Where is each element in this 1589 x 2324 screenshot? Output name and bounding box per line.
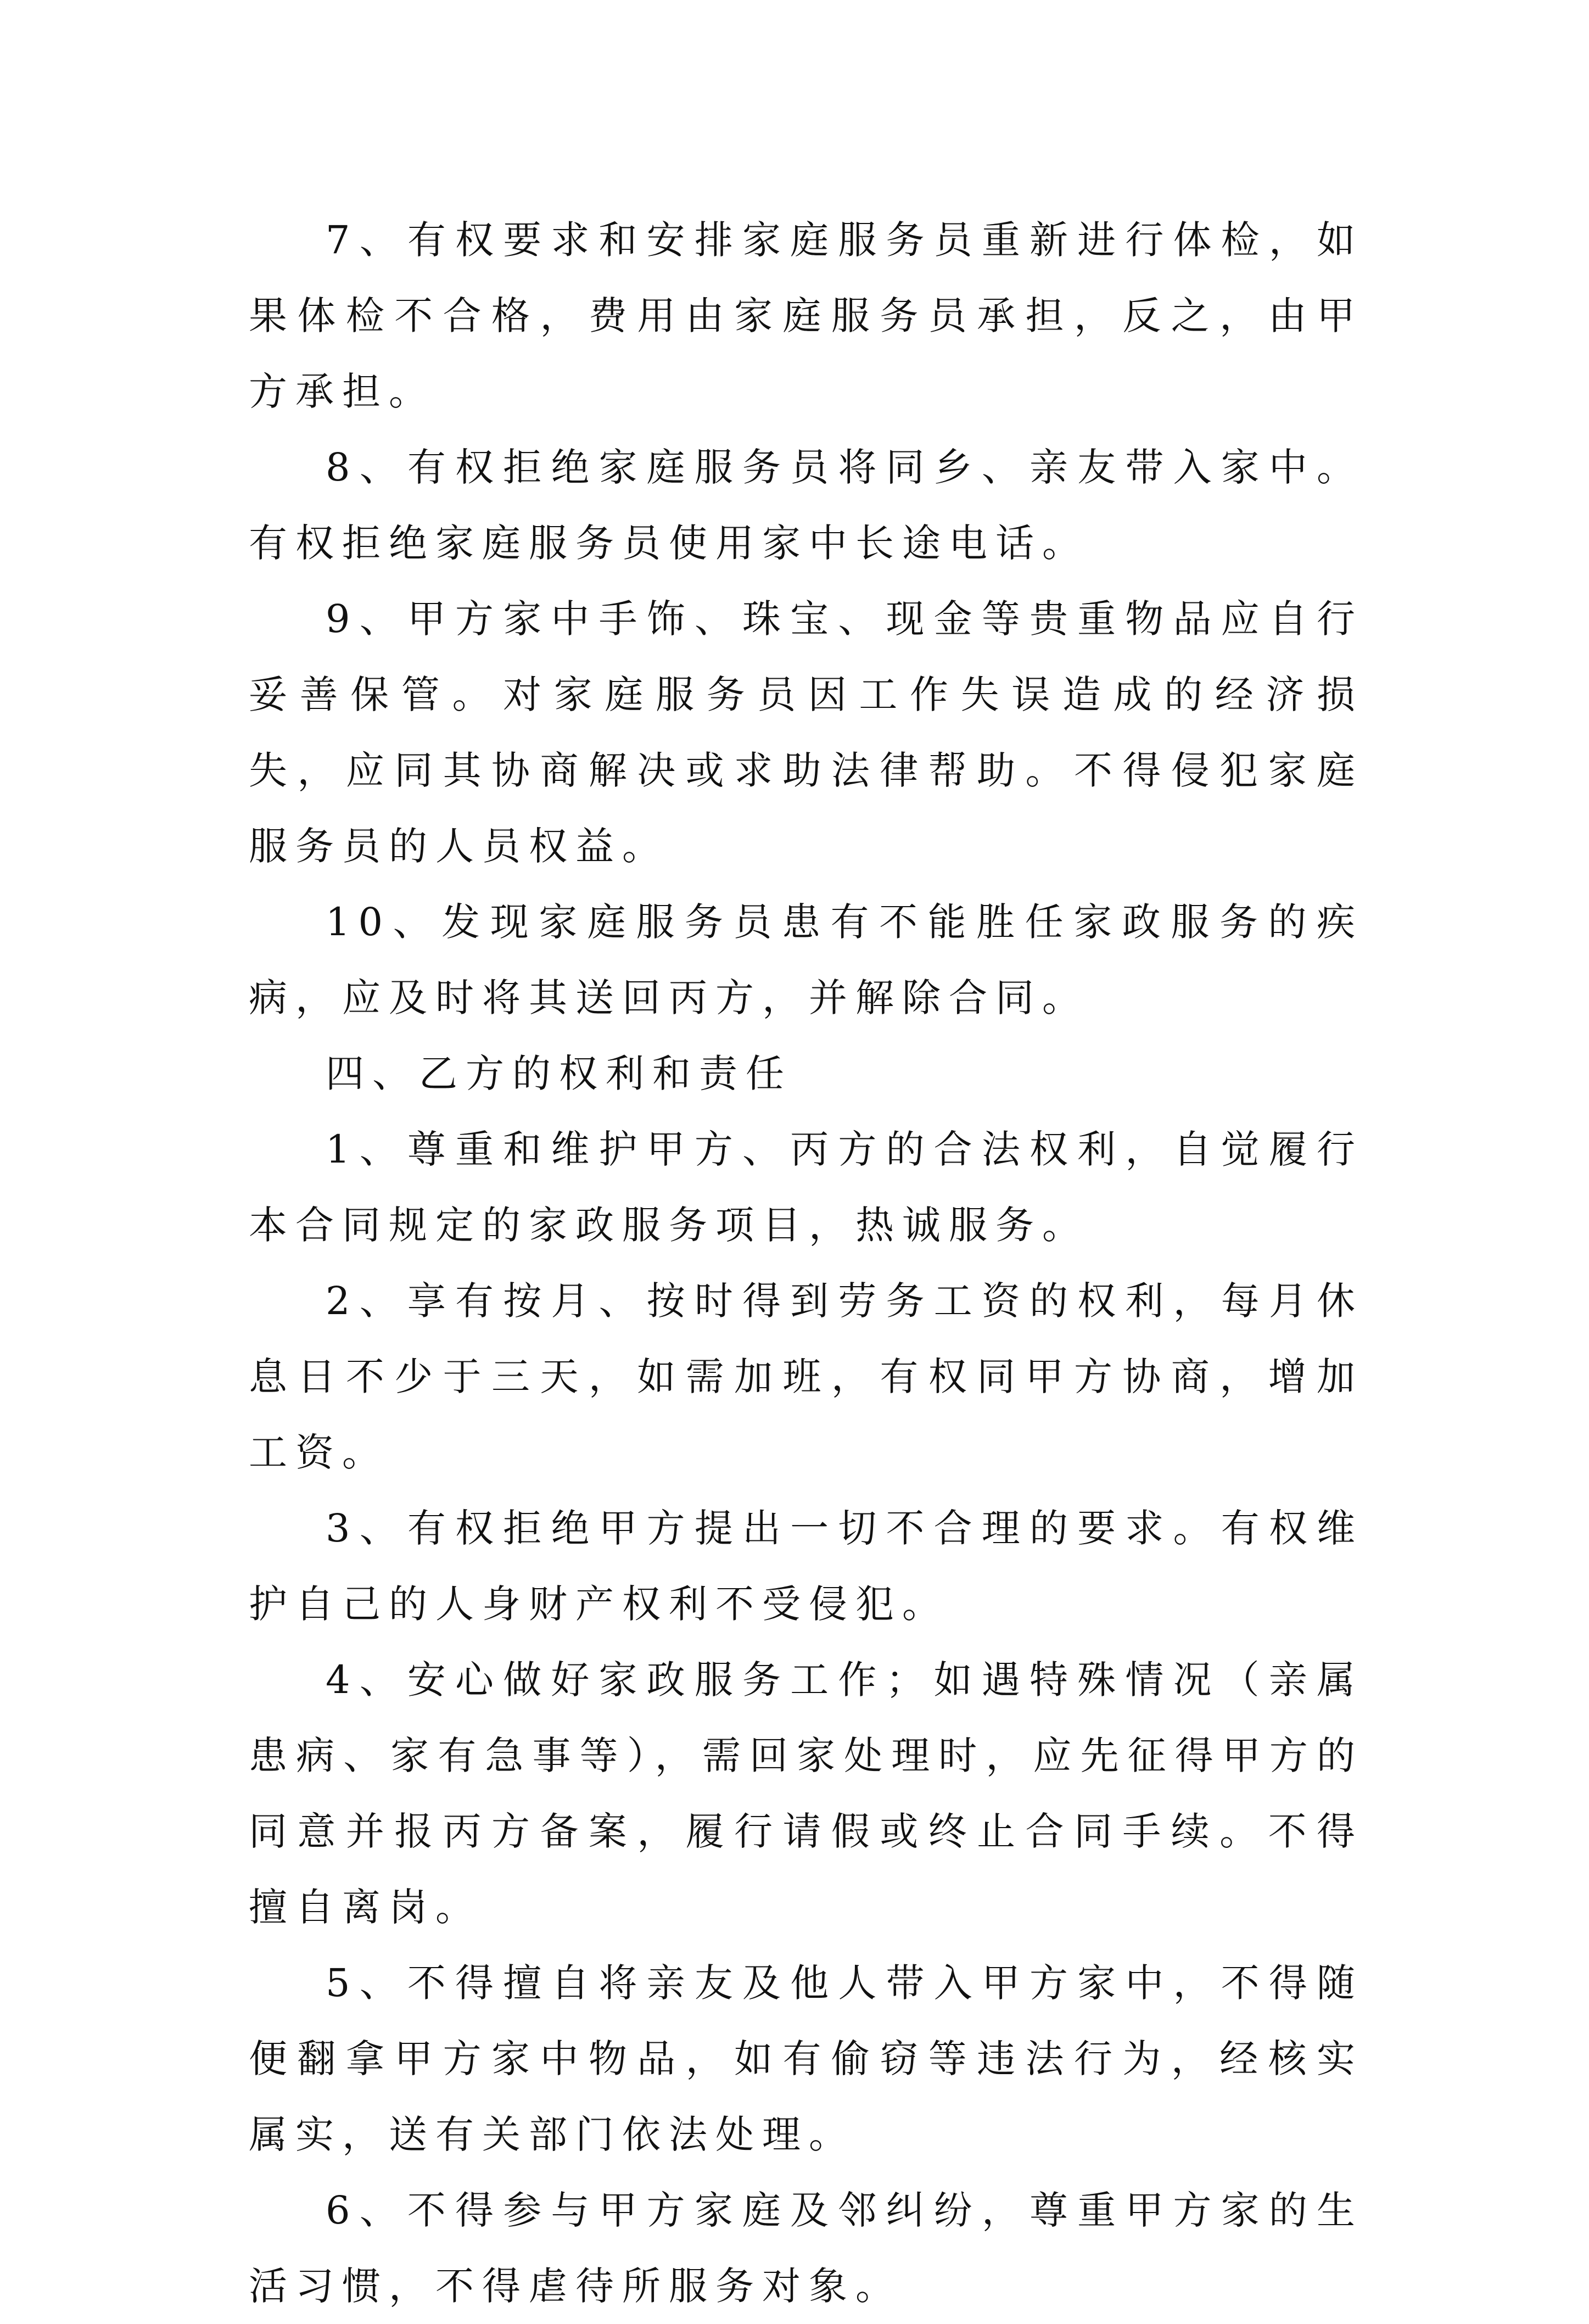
paragraph-party-b-item-1: 1、尊重和维护甲方、丙方的合法权利，自觉履行本合同规定的家政服务项目，热诚服务。	[249, 1127, 1363, 1248]
paragraph-employer-item-8: 8、有权拒绝家庭服务员将同乡、亲友带入家中。有权拒绝家庭服务员使用家中长途电话。	[249, 445, 1363, 566]
paragraph-employer-item-9: 9、甲方家中手饰、珠宝、现金等贵重物品应自行妥善保管。对家庭服务员因工作失误造成的经济损失，应同其协商解决或求助法律帮助。不得侵犯家庭服务员的人员权益。	[249, 596, 1363, 869]
paragraph-party-b-item-5: 5、不得擅自将亲友及他人带入甲方家中，不得随便翻拿甲方家中物品，如有偷窃等违法行为，经核实属实，送有关部门依法处理。	[249, 1960, 1363, 2157]
document-body	[249, 202, 1363, 2324]
section-heading-party-b-rights: 四、乙方的权利和责任	[326, 1051, 792, 1096]
paragraph-party-b-item-6: 6、不得参与甲方家庭及邻纠纷，尊重甲方家的生活习惯，不得虐待所服务对象。	[249, 2188, 1363, 2309]
paragraph-employer-item-7: 7、有权要求和安排家庭服务员重新进行体检，如果体检不合格，费用由家庭服务员承担，反之，由甲方承担。	[249, 217, 1363, 414]
paragraph-party-b-item-2: 2、享有按月、按时得到劳务工资的权利，每月休息日不少于三天，如需加班，有权同甲方协商，增加工资。	[249, 1278, 1363, 1475]
paragraph-employer-item-10: 10、发现家庭服务员患有不能胜任家政服务的疾病，应及时将其送回丙方，并解除合同。	[249, 900, 1363, 1020]
paragraph-party-b-item-3: 3、有权拒绝甲方提出一切不合理的要求。有权维护自己的人身财产权利不受侵犯。	[249, 1506, 1363, 1627]
paragraph-party-b-item-4: 4、安心做好家政服务工作；如遇特殊情况（亲属患病、家有急事等），需回家处理时，应先征得甲方的同意并报丙方备案，履行请假或终止合同手续。不得擅自离岗。	[249, 1657, 1363, 1930]
